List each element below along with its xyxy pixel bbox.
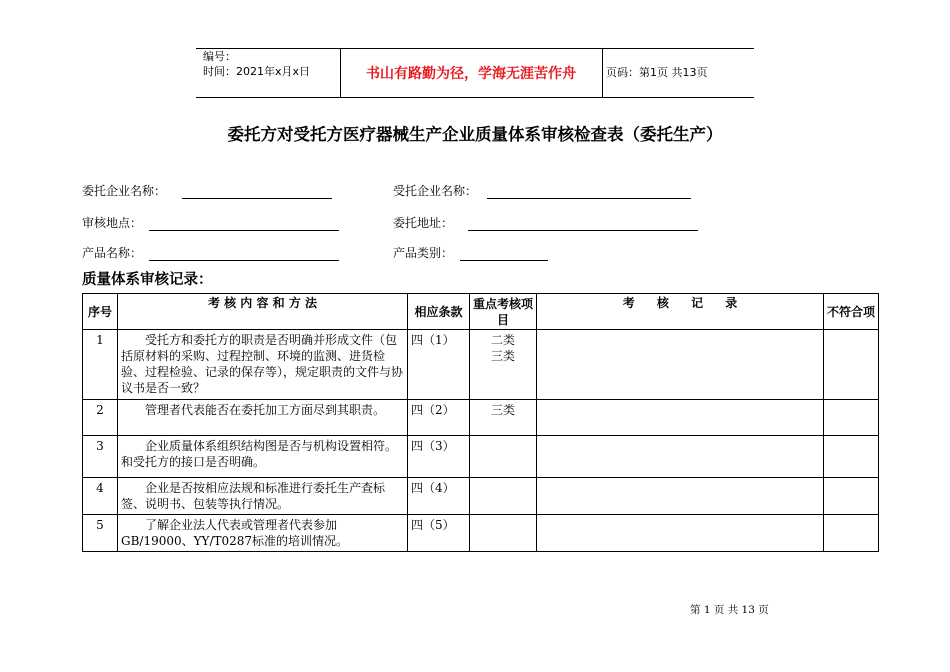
row-seq: 3 bbox=[83, 436, 118, 478]
page-footer: 第 1 页 共 13 页 bbox=[690, 604, 769, 616]
row-content: 企业是否按相应法规和标准进行委托生产查标签、说明书、包装等执行情况。 bbox=[118, 478, 408, 515]
header-seq: 序号 bbox=[83, 294, 118, 330]
row-record[interactable] bbox=[537, 478, 824, 515]
field-entrusting-address bbox=[393, 215, 703, 231]
field-product-category-blank[interactable] bbox=[460, 260, 548, 261]
table-row bbox=[83, 515, 879, 552]
row-clause: 四（1） bbox=[408, 330, 470, 400]
field-product-name-blank[interactable] bbox=[149, 260, 339, 261]
row-key-item bbox=[470, 515, 537, 552]
table-header-row bbox=[83, 294, 879, 330]
row-record[interactable] bbox=[537, 515, 824, 552]
header-page-info: 页码：第1页 共13页 bbox=[606, 66, 708, 79]
table-row bbox=[83, 400, 879, 436]
header-time-label: 时间：2021年x月x日 bbox=[203, 65, 311, 78]
page-title: 委托方对受托方医疗器械生产企业质量体系审核检查表（委托生产） bbox=[227, 125, 723, 144]
row-key-item: 二类 三类 bbox=[470, 330, 537, 400]
table-row bbox=[83, 330, 879, 400]
field-entrusting-company-blank[interactable] bbox=[182, 198, 332, 199]
field-audit-location bbox=[82, 215, 342, 231]
header-motto: 书山有路勤为径，学海无涯苦作舟 bbox=[366, 65, 576, 82]
row-clause: 四（2） bbox=[408, 400, 470, 436]
header-clause: 相应条款 bbox=[408, 294, 470, 330]
field-product-name-label: 产品名称： bbox=[82, 246, 143, 260]
row-content: 了解企业法人代表或管理者代表参加GB/19000、YY/T0287标准的培训情况。 bbox=[118, 515, 408, 552]
row-clause: 四（4） bbox=[408, 478, 470, 515]
row-nonconform[interactable] bbox=[824, 400, 879, 436]
row-nonconform[interactable] bbox=[824, 478, 879, 515]
field-entrusting-company-label: 委托企业名称： bbox=[82, 184, 167, 198]
header-key-item: 重点考核项目 bbox=[470, 294, 537, 330]
row-record[interactable] bbox=[537, 400, 824, 436]
field-entrusting-address-blank[interactable] bbox=[468, 230, 698, 231]
header-number-label: 编号： bbox=[203, 50, 236, 63]
field-entrusting-address-label: 委托地址： bbox=[393, 216, 454, 230]
field-entrusted-company bbox=[393, 183, 693, 199]
row-clause: 四（3） bbox=[408, 436, 470, 478]
row-nonconform[interactable] bbox=[824, 436, 879, 478]
header-bottom-rule bbox=[196, 97, 754, 98]
row-record[interactable] bbox=[537, 330, 824, 400]
row-content: 企业质量体系组织结构图是否与机构设置相符。和受托方的接口是否明确。 bbox=[118, 436, 408, 478]
field-entrusted-company-blank[interactable] bbox=[487, 198, 691, 199]
row-key-item bbox=[470, 436, 537, 478]
field-entrusted-company-label: 受托企业名称： bbox=[393, 184, 478, 198]
row-nonconform[interactable] bbox=[824, 330, 879, 400]
row-seq: 1 bbox=[83, 330, 118, 400]
table-row bbox=[83, 478, 879, 515]
row-content: 管理者代表能否在委托加工方面尽到其职责。 bbox=[118, 400, 408, 436]
header-divider-right bbox=[602, 48, 603, 97]
row-content: 受托方和委托方的职责是否明确并形成文件（包括原材料的采购、过程控制、环境的监测、进货检验、过程检验、记录的保存等），规定职责的文件与协议书是否一致？ bbox=[118, 330, 408, 400]
field-audit-location-blank[interactable] bbox=[149, 230, 339, 231]
row-nonconform[interactable] bbox=[824, 515, 879, 552]
row-key-item: 三类 bbox=[470, 400, 537, 436]
field-audit-location-label: 审核地点： bbox=[82, 216, 143, 230]
header-content: 考 核 内 容 和 方 法 bbox=[118, 294, 408, 330]
table-row bbox=[83, 436, 879, 478]
field-product-category-label: 产品类别： bbox=[393, 246, 454, 260]
row-record[interactable] bbox=[537, 436, 824, 478]
audit-table bbox=[82, 293, 879, 552]
field-product-name bbox=[82, 245, 342, 261]
row-key-item bbox=[470, 478, 537, 515]
header-record: 考 核 记 录 bbox=[537, 294, 824, 330]
header-nonconform: 不符合项 bbox=[824, 294, 879, 330]
field-product-category bbox=[393, 245, 553, 261]
row-seq: 2 bbox=[83, 400, 118, 436]
section-title: 质量体系审核记录： bbox=[82, 272, 213, 288]
row-seq: 5 bbox=[83, 515, 118, 552]
row-seq: 4 bbox=[83, 478, 118, 515]
row-clause: 四（5） bbox=[408, 515, 470, 552]
field-entrusting-company bbox=[82, 183, 337, 199]
